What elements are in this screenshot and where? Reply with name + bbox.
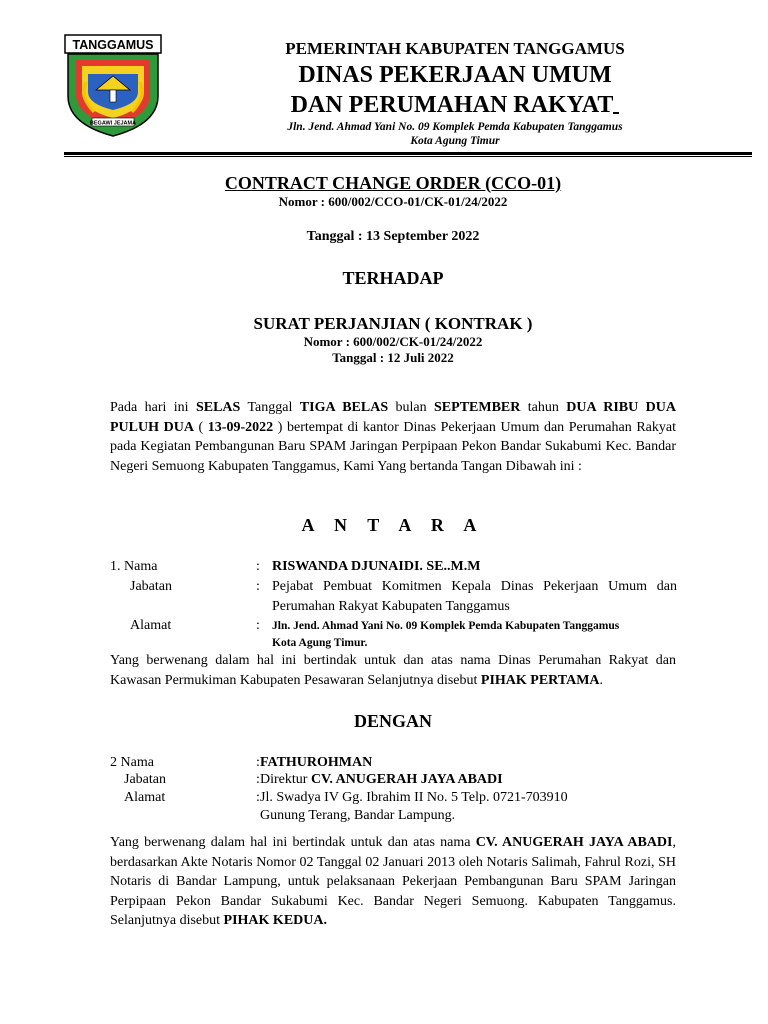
antara-heading: A N T A R A [301,515,485,535]
logo-motto-text: BEGAWI JEJAMA [89,120,137,127]
party1-description: Yang berwenang dalam hal ini bertindak untuk dan atas nama Dinas Perumahan Rakyat dan Kawasan Permukiman Kabupaten Pesawaran Selanjutnya disebut PIHAK PERTAMA. [110,653,676,688]
agency-name-line1: DINAS PEKERJAAN UMUM [298,62,612,88]
cco-date: Tanggal : 13 September 2022 [306,229,480,244]
party2-name: FATHUROHMAN [260,755,373,770]
party2-name-colon: : [256,755,260,770]
party1-position-colon: : [256,579,260,594]
party1-position-label: Jabatan [130,579,172,594]
party1-address-line1: Jln. Jend. Ahmad Yani No. 09 Komplek Pemda Kabupaten Tanggamus [272,620,620,632]
dengan-heading: DENGAN [353,711,432,731]
party1-address-colon: : [256,618,260,633]
party2-position: Direktur CV. ANUGERAH JAYA ABADI [260,772,503,787]
tanggamus-emblem-icon [64,34,162,138]
party2-position-colon: : [256,772,260,787]
letterhead-city: Kota Agung Timur [410,135,500,147]
party1-name: RISWANDA DJUNAIDI. SE..M.M [272,559,481,574]
cco-number: Nomor : 600/002/CCO-01/CK-01/24/2022 [278,194,508,209]
opening-paragraph: Pada hari ini SELAS Tanggal TIGA BELAS bulan SEPTEMBER tahun DUA RIBU DUA PULUH DUA ( 13-09-2022 ) bertempat di kantor Dinas Pekerjaan Umum dan Perumahan Rakyat pada Kegiatan Pembangunan Baru SPAM Jaringan Perpipaan Pekon Bandar Sukabumi Kec. Bandar Negeri Semuong Kabupaten Tanggamus, Kami Yang bertanda Tangan Dibawah ini : [110,400,676,474]
party2-address-line2: Gunung Terang, Bandar Lampung. [260,808,456,823]
party2-description: Yang berwenang dalam hal ini bertindak untuk dan atas nama CV. ANUGERAH JAYA ABADI, berdasarkan Akte Notaris Nomor 02 Tanggal 02 Januari 2013 oleh Notaris Salimah, Fahrul Rozi, SH Notaris di Bandar Lampung, untuk pelaksanaan Pekerjaan Pembangunan Baru SPAM Jaringan Perpipaan Pekon Bandar Sukabumi Kec. Bandar Negeri Semuong. Kabupaten Tanggamus. Selanjutnya disebut PIHAK KEDUA. [110,835,676,928]
contract-title: SURAT PERJANJIAN ( KONTRAK ) [253,314,533,333]
party2-position-label: Jabatan [124,772,166,787]
letterhead-divider-thin [64,156,752,157]
contract-date: Tanggal : 12 Juli 2022 [332,350,454,365]
contract-number: Nomor : 600/002/CK-01/24/2022 [303,334,483,349]
party1-name-label: 1. Nama [110,559,158,574]
document-title: CONTRACT CHANGE ORDER (CCO-01) [224,173,562,193]
party2-address-line1: Jl. Swadya IV Gg. Ibrahim II No. 5 Telp. 0721-703910 [260,790,568,805]
party2-name-label: 2 Nama [110,755,154,770]
letterhead [195,38,715,148]
party2-address-label: Alamat [124,790,166,805]
terhadap-heading: TERHADAP [342,268,444,288]
agency-name-line2: DAN PERUMAHAN RAKYAT [195,90,715,120]
government-name: PEMERINTAH KABUPATEN TANGGAMUS [285,39,625,58]
party1-position: Pejabat Pembuat Komitmen Kepala Dinas Pekerjaan Umum dan Perumahan Rakyat Kabupaten Tanggamus [272,579,677,614]
letterhead-divider [64,152,752,155]
party1-address-line2: Kota Agung Timur. [272,637,368,649]
party1-address-label: Alamat [130,618,172,633]
party1-name-colon: : [256,559,260,574]
logo-name-text: TANGGAMUS [72,38,154,52]
letterhead-address: Jln. Jend. Ahmad Yani No. 09 Komplek Pemda Kabupaten Tanggamus [287,121,623,133]
party2-address-colon: : [256,790,260,805]
